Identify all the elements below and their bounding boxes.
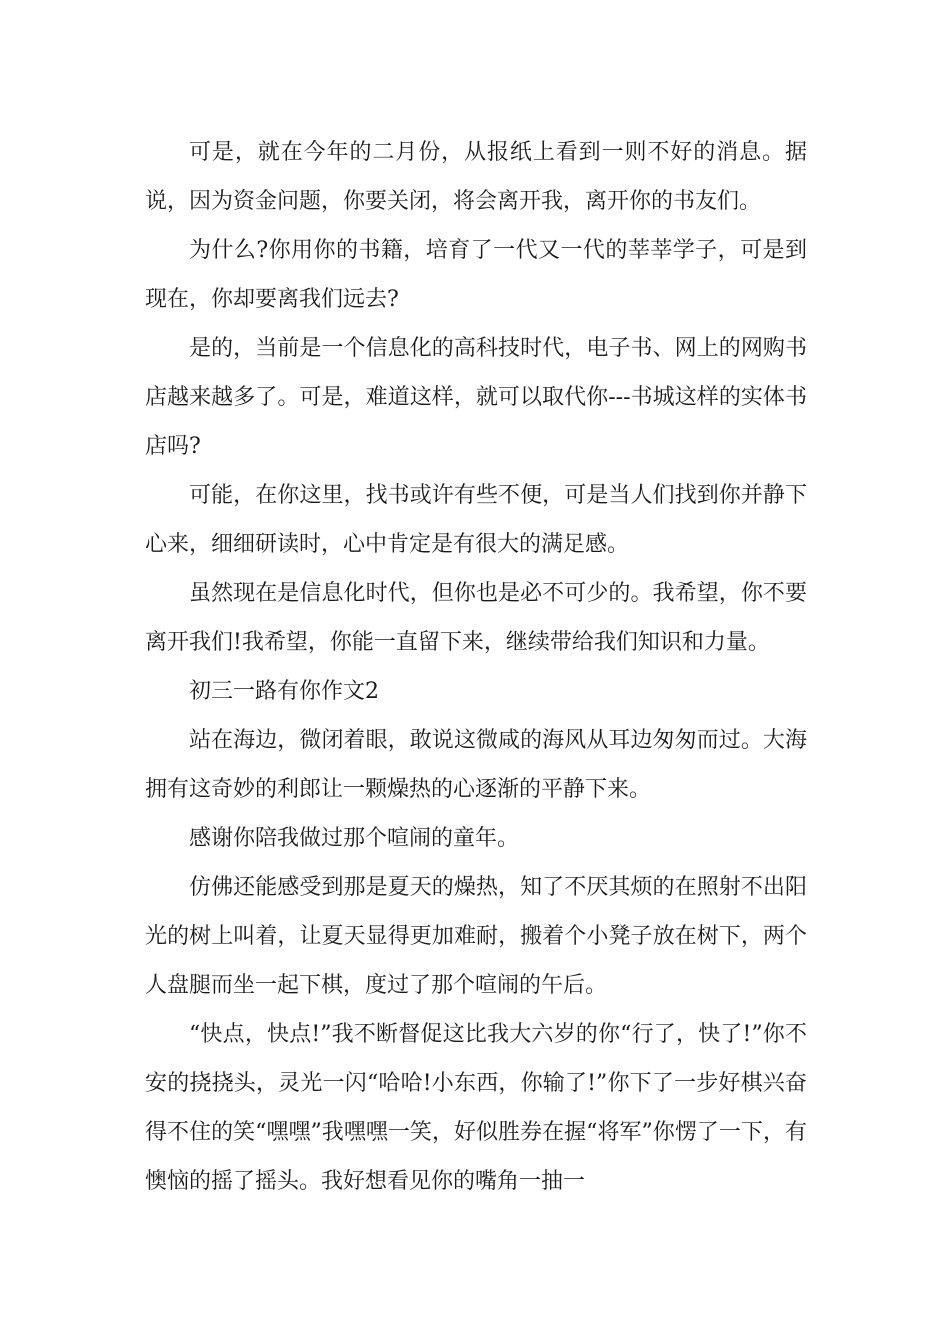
paragraph: “快点，快点!”我不断督促这比我大六岁的你“行了，快了!”你不安的挠挠头，灵光一闪“哈哈!小东西，你输了!”你下了一步好棋兴奋得不住的笑“嘿嘿”我嘿嘿一笑，好似胜券在握“将军”你愣了一下，有懊恼的摇了摇头。我好想看见你的嘴角一抽一 <box>145 1022 807 1194</box>
paragraph: 虽然现在是信息化时代，但你也是必不可少的。我希望，你不要离开我们!我希望，你能一直留下来，继续带给我们知识和力量。 <box>145 581 807 655</box>
section-heading: 初三一路有你作文2 <box>189 679 379 704</box>
document-body <box>145 128 807 1206</box>
paragraph: 是的，当前是一个信息化的高科技时代，电子书、网上的网购书店越来越多了。可是，难道这样，就可以取代你---书城这样的实体书店吗? <box>145 336 807 459</box>
paragraph: 仿佛还能感受到那是夏天的燥热，知了不厌其烦的在照射不出阳光的树上叫着，让夏天显得更加难耐，搬着个小凳子放在树下，两个人盘腿而坐一起下棋，度过了那个喧闹的午后。 <box>145 875 807 998</box>
paragraph: 可是，就在今年的二月份，从报纸上看到一则不好的消息。据说，因为资金问题，你要关闭，将会离开我，离开你的书友们。 <box>145 140 807 214</box>
paragraph: 感谢你陪我做过那个喧闹的童年。 <box>189 826 520 851</box>
paragraph: 站在海边，微闭着眼，敢说这微咸的海风从耳边匆匆而过。大海拥有这奇妙的利郎让一颗燥热的心逐渐的平静下来。 <box>145 728 807 802</box>
paragraph: 可能，在你这里，找书或许有些不便，可是当人们找到你并静下心来，细细研读时，心中肯定是有很大的满足感。 <box>145 483 807 557</box>
paragraph: 为什么?你用你的书籍，培育了一代又一代的莘莘学子，可是到现在，你却要离我们远去? <box>145 238 807 312</box>
